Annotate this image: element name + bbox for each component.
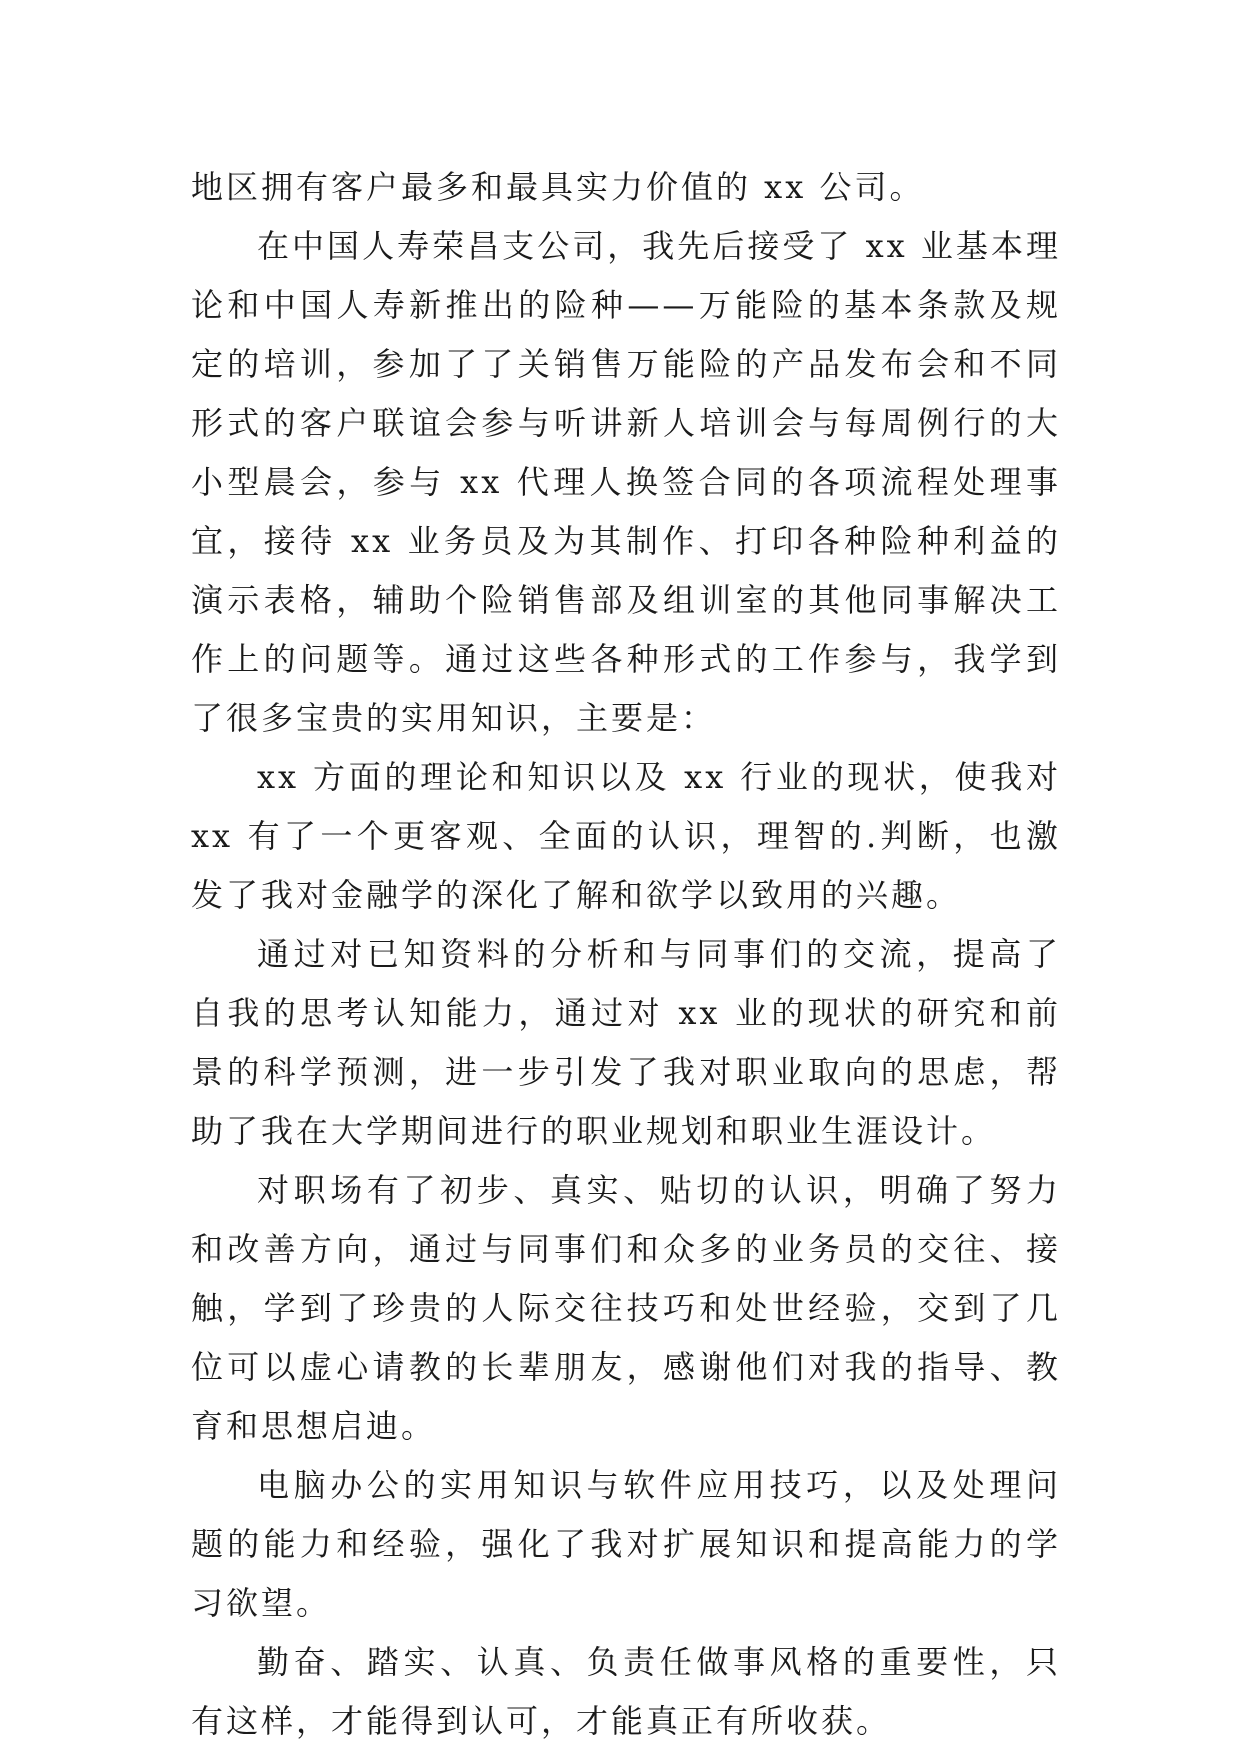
paragraph-4: 通过对已知资料的分析和与同事们的交流，提高了自我的思考认知能力，通过对 xx 业的现状的研究和前景的科学预测，进一步引发了我对职业取向的思虑，帮助了我在大学期间进行的职业规划和职业生涯设计。 [191, 935, 1061, 1150]
paragraph-3: xx 方面的理论和知识以及 xx 行业的现状，使我对 xx 有了一个更客观、全面的认识，理智的.判断，也激发了我对金融学的深化了解和欲学以致用的兴趣。 [191, 758, 1061, 914]
document-body [191, 158, 1061, 1751]
paragraph-7: 勤奋、踏实、认真、负责任做事风格的重要性，只有这样，才能得到认可，才能真正有所收获。 [191, 1643, 1061, 1740]
paragraph-1: 地区拥有客户最多和最具实力价值的 xx 公司。 [191, 168, 925, 206]
paragraph-6: 电脑办公的实用知识与软件应用技巧，以及处理问题的能力和经验，强化了我对扩展知识和提高能力的学习欲望。 [191, 1466, 1061, 1622]
paragraph-5: 对职场有了初步、真实、贴切的认识，明确了努力和改善方向，通过与同事们和众多的业务员的交往、接触，学到了珍贵的人际交往技巧和处世经验，交到了几位可以虚心请教的长辈朋友，感谢他们对我的指导、教育和思想启迪。 [191, 1171, 1061, 1445]
paragraph-2: 在中国人寿荣昌支公司，我先后接受了 xx 业基本理论和中国人寿新推出的险种——万能险的基本条款及规定的培训，参加了了关销售万能险的产品发布会和不同形式的客户联谊会参与听讲新人培训会与每周例行的大小型晨会，参与 xx 代理人换签合同的各项流程处理事宜，接待 xx 业务员及为其制作、打印各种险种利益的演示表格，辅助个险销售部及组训室的其他同事解决工作上的问题等。通过这些各种形式的工作参与，我学到了很多宝贵的实用知识，主要是： [191, 227, 1061, 737]
